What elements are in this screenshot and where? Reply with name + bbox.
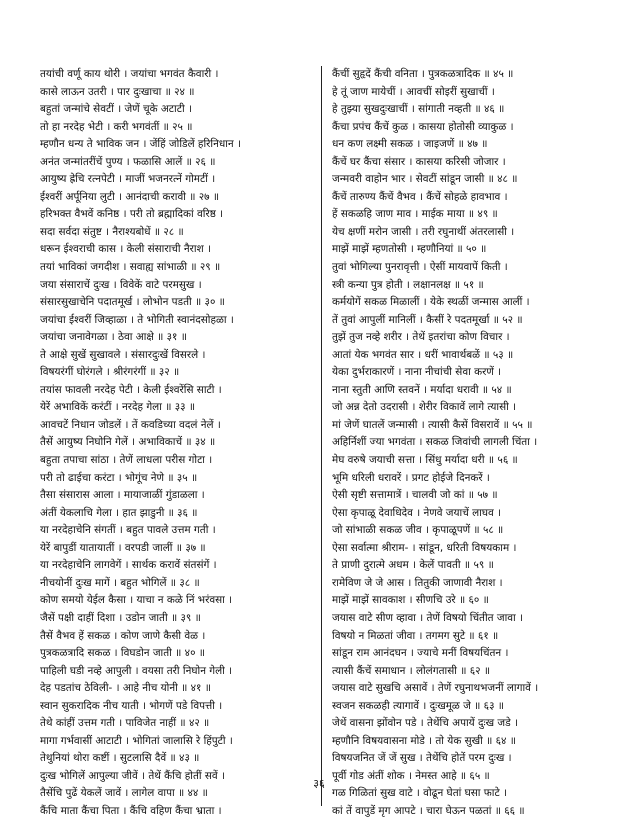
verse-line: तुवां भोगिल्या पुनरावृत्ती । ऐसीं मायवापें किती । — [332, 261, 508, 274]
verse-line: आवचटें निधान जोडलें । तें कवडिच्या वदलं नेलें । — [40, 418, 221, 431]
verse-line: जो सांभाळी सकळ जीव । कृपाळूपणें ॥ ५८ ॥ — [332, 524, 504, 537]
verse-line: तैसें वैभव हें सकळ । कोण जाणे कैसी वेळ । — [40, 629, 206, 642]
verse-line: त्यासी कैंचें समाधान । लोलंगतासी ॥ ६२ ॥ — [332, 664, 491, 677]
verse-line: जयास वाटे सीण व्हावा । तेणें विषयो चिंतीत जावा । — [332, 611, 523, 624]
verse-line: मेघ वरुषे जयाची सत्ता । सिंधु मर्यादा धरी ॥ ५६ ॥ — [332, 454, 518, 467]
verse-line: आयुष्य ह्रेचि रत्नपेटी । माजीं भजनरत्नें गोमटीं । — [40, 173, 216, 186]
verse-line: येका दुर्भराकारणें । नाना नीचांची सेवा करणें । — [332, 366, 502, 379]
verse-line: अनंत जन्मांतरींचें पुण्य । फळासि आलें ॥ २६ ॥ — [40, 155, 216, 168]
verse-line: तैसा संसारास आला । मायाजाळीं गुंडाळला । — [40, 489, 205, 502]
verse-line: स्वान सुकरादिक नीच याती । भोगणें पडे विपत्ती । — [40, 699, 223, 712]
verse-line: विषयो न मिळतां जीवा । तगमग सुटे ॥ ६१ ॥ — [332, 629, 499, 642]
verse-line: माझें माझें म्हणतोसी । म्हणौनियां ॥ ५० ॥ — [332, 243, 487, 256]
verse-line: पुत्रकळत्रादि सकळ । विघडोन जाती ॥ ४० ॥ — [40, 647, 206, 660]
verse-line: सदा सर्वदा संतुष्ट । नैराश्यबोधें ॥ २८ ॥ — [40, 225, 184, 238]
verse-line: तेथुनियां थोरा कष्टीं । सुटलासि दैवें ॥ ४३ ॥ — [40, 752, 200, 765]
verse-line: कोण समयो येईल कैसा । याचा न कळे निं भरंवसा । — [40, 594, 233, 607]
verse-line: नीचयोनीं दुःख मागें । बहुत भोगिलें ॥ ३८ ॥ — [40, 576, 200, 589]
verse-line: जयांचा ईश्वरीं जिव्हाळा । ते भोगिती स्वानंदसोहळा । — [40, 313, 234, 326]
verse-line: जन्मवरी वाहोन भार । सेवटीं सांडून जासी ॥ ४८ ॥ — [332, 173, 518, 186]
verse-line: कैंचें घर कैंचा संसार । कासया करिसी जोजार । — [332, 155, 506, 168]
verse-line: अंतीं येकलाचि गेला । हात झाडुनी ॥ ३६ ॥ — [40, 506, 198, 519]
verse-line: अहिर्निशीं ज्या भगवंता । सकळ जिवांची लागली चिंता । — [332, 436, 538, 449]
verse-line: जैसें पक्षी दाहीं दिशा । उडोन जाती ॥ ३९ ॥ — [40, 611, 201, 624]
verse-line: संसारसुखाचेनि पदातमूर्ख । लोभोन पडती ॥ ३० ॥ — [40, 296, 225, 309]
verse-line: धरून ईश्वराची कास । केली संसाराची नैराश । — [40, 243, 211, 256]
verse-line: स्त्री कन्या पुत्र होती । लक्षानलक्ष ॥ ५१ ॥ — [332, 278, 484, 291]
verse-line: तुझें तुज नव्हे शरीर । तेथें इतरांचा कोण विचार । — [332, 331, 510, 344]
verse-line: तयां भाविकां जगदीश । सवाह्य सांभाळी ॥ २९ ॥ — [40, 261, 221, 274]
column-divider — [321, 66, 322, 806]
verse-line: येरें बापुडीं यातायातीं । वरपडी जालीं ॥ ३७ ॥ — [40, 541, 206, 554]
verse-line: हे तुझ्या सुखदुःखाचीं । सांगाती नव्हती ॥ ४६ ॥ — [332, 103, 505, 116]
right-text-column — [332, 66, 600, 821]
page-number: ३६ — [313, 777, 325, 790]
verse-line: जेथें वासना झोंवोन पडे । तेथेंचि अपायें दुःख जडे । — [332, 717, 518, 730]
verse-line: बहुता तपाचा सांठा । तेणें लाधला परीस गोटा । — [40, 454, 213, 467]
verse-line: ते आक्षे सुखें सुखावले । संसारदुःखें विसरले । — [40, 348, 206, 361]
verse-line: येरें अभाविकें करंटीं । नरदेह गेला ॥ ३३ ॥ — [40, 401, 196, 414]
verse-line: म्हणौन धन्य ते भाविक जन । जेंहिं जोडिलें हरिनिधान । — [40, 138, 241, 151]
verse-line: माझें माझें सावकाश । सीणचि उरे ॥ ६० ॥ — [332, 594, 489, 607]
verse-line: धन कण लक्ष्मी सकळ । जाइजणें ॥ ४७ ॥ — [332, 138, 488, 151]
verse-line: मागा गर्भवासीं आटाटी । भोगितां जालासि रे हिंपुटी । — [40, 734, 233, 747]
verse-line: तैसें आयुष्य निघोनि गेलें । अभाविकाचें ॥ ३४ ॥ — [40, 436, 216, 449]
verse-line: भूमि धरिली धरावरें । प्रगट होईजे दिनकरें । — [332, 471, 490, 484]
verse-line: कासे लाऊन उतरी । पार दुःखाचा ॥ २४ ॥ — [40, 85, 195, 98]
verse-line: पाहिली घडी नव्हे आपुली । वयसा तरी निघोन गेली । — [40, 664, 233, 677]
verse-line: देह पडतांच ठेविली- । आहे नीच योनी ॥ ४१ ॥ — [40, 682, 211, 695]
verse-line: बहुतां जन्मांचे सेवटीं । जेणें चूके अटाटी । — [40, 103, 192, 116]
verse-line: विषयरंगीं घोरंगले । श्रीरंगरंगीं ॥ ३२ ॥ — [40, 366, 180, 379]
verse-line: तो हा नरदेह भेटी । करी भगवंतीं ॥ २५ ॥ — [40, 120, 193, 133]
verse-line: हरिभक्त वैभवें कनिष्ठ । परी तो ब्रह्मादिकां वरिष्ठ । — [40, 208, 224, 221]
verse-line: रामेविण जे जे आस । तितुकी जाणावी नैराश । — [332, 576, 503, 589]
verse-line: कर्मयोगें सकळ मिळालीं । येके स्थळीं जन्मास आलीं । — [332, 296, 530, 309]
verse-line: दुःख भोगिलें आपुल्या जीवें । तेथें कैंचि होतीं सवें । — [40, 769, 225, 782]
verse-line: तयांची वर्णू काय थोरी । जयांचा भगवंत कैवारी । — [40, 68, 219, 80]
verse-line: कां तें वापुडें मृग आपटे । चारा घेऊन पळतां ॥ ६६ ॥ — [332, 804, 525, 817]
verse-line: जया संसाराचें दुःख । विवेकें वाटे परमसुख । — [40, 278, 202, 291]
verse-line: कैंचीं सुहृदें कैंची वनिता । पुत्रकळत्रादिक ॥ ४५ ॥ — [332, 68, 514, 80]
verse-line: ईश्वरीं अर्पूनिया लुटी । आनंदाची करावी ॥ २७ ॥ — [40, 190, 220, 203]
verse-line: कैंचा प्रपंच कैंचें कुळ । कासया होतोसी व्याकुळ । — [332, 120, 514, 133]
verse-line: ते प्राणी दुरात्मे अधम । केलें पावती ॥ ५९ ॥ — [332, 559, 494, 572]
verse-line: म्हणौनि विषयवासना मोडे । तो येक सुखी ॥ ६४ ॥ — [332, 734, 516, 747]
verse-line: गळ गिळितां सुख वाटे । वोढून घेतां घसा फाटे । — [332, 787, 507, 800]
verse-line: जयास वाटे सुखचि असावें । तेणें रघुनाथभजनीं लागावें । — [332, 682, 539, 695]
verse-line: या नरदेहाचेनि लागवेगें । सार्थक करावें संतसंगें । — [40, 559, 217, 572]
verse-line: ऐसी सृष्टी सत्तामात्रें । चालवी जो कां ॥ ५७ ॥ — [332, 489, 498, 502]
verse-line: ऐसा कृपाळू देवाधिदेव । नेणवे जयाचें लाघव । — [332, 506, 502, 519]
verse-line: तैसेंचि पुढें येकलें जावें । लागेल वापा ॥ ४४ ॥ — [40, 787, 208, 800]
verse-line: मां जेणें घातलें जन्मासी । त्यासी कैसें विसरावें ॥ ५५ ॥ — [332, 418, 533, 431]
verse-line: परी तो ढाईचा करंटा । भोगूंच नेणे ॥ ३५ ॥ — [40, 471, 198, 484]
verse-line: तयांस फावली नरदेह पेटी । केली ईश्वरेंसि साटी । — [40, 383, 222, 396]
verse-line: कैंचि माता कैंचा पिता । कैंचि वहिण कैंचा भ्राता । — [40, 804, 222, 817]
verse-line: तें तुवां आपुलीं मानिलीं । कैसीं रे पदतमूर्खा ॥ ५२ ॥ — [332, 313, 523, 326]
verse-line: तेथे कांहीं उत्तम गती । पाविजेत नाहीं ॥ ४२ ॥ — [40, 717, 210, 730]
verse-line: हें सकळहि जाण माव । माईक माया ॥ ४९ ॥ — [332, 208, 498, 221]
verse-line: या नरदेहाचेनि संगतीं । बहुत पावले उत्तम गती । — [40, 524, 216, 537]
verse-line: कैंचें तारुण्य कैंचें वैभव । कैंचें सोहळे हावभाव । — [332, 190, 508, 203]
verse-line: ऐसा सर्वात्मा श्रीराम- । सांडून, धरिती विषयकाम । — [332, 541, 517, 554]
verse-line: आतां येक भगवंत सार । धरीं भावार्थबळें ॥ ५३ ॥ — [332, 348, 514, 361]
verse-line: नाना स्तुती आणि स्तवनें । मर्यादा धरावी ॥ ५४ ॥ — [332, 383, 512, 396]
verse-line: विषयजनित जें जें सुख । तेथेंचि होतें परम दुःख । — [332, 752, 512, 765]
verse-line: हे तूं जाण मायेचीं । आवचीं सोइरीं सुखाचीं । — [332, 85, 495, 98]
left-text-column — [40, 66, 305, 821]
verse-line: जयांचा जनावेगळा । ठेवा आक्षे ॥ ३१ ॥ — [40, 331, 187, 344]
verse-line: पूर्वी गोड अंतीं शोक । नेमस्त आहे ॥ ६५ ॥ — [332, 769, 490, 782]
verse-line: स्वजन सकळही त्यागावें । दुःखमूळ जे ॥ ६३ ॥ — [332, 699, 505, 712]
verse-line: येच क्षणीं मरोन जासी । तरी रघुनाथीं अंतरलासी । — [332, 225, 515, 238]
verse-line: सांडून राम आनंदघन । ज्याचे मनीं विषयचिंतन । — [332, 647, 509, 660]
verse-line: जो अन्न देतो उदरासी । शेरीर विकावें लागे त्यासी । — [332, 401, 517, 414]
